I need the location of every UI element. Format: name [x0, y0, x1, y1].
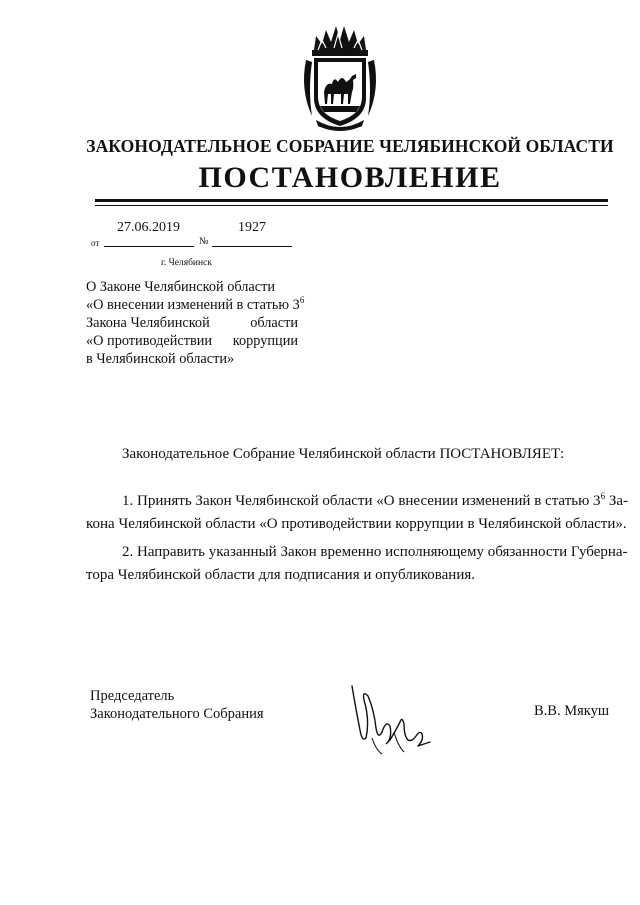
paragraph-2-line: 2. Направить указанный Закон временно исполняющему обязанности Губерна- [122, 544, 628, 560]
decree-statement: Законодательное Собрание Челябинской области ПОСТАНОВЛЯЕТ: [122, 446, 565, 462]
coat-of-arms-icon [298, 20, 382, 132]
subject-text: «О противодействии [86, 333, 213, 349]
signatory-position: Председатель [90, 688, 175, 704]
subject-text: в Челябинской области» [86, 351, 235, 367]
paragraph-text: 1. Принять Закон Челябинской области «О внесении изменений в статью 3 [122, 493, 601, 509]
subject-line [86, 332, 298, 350]
paragraph-2-line: тора Челябинской области для подписания и опубликования. [86, 567, 475, 583]
paragraph-1-line: кона Челябинской области «О противодействии коррупции в Челябинской области». [86, 516, 627, 532]
number-underline [212, 246, 292, 247]
subject-line [86, 314, 298, 332]
subject-text: «О внесении изменений в статью 3 [86, 297, 300, 313]
handwritten-signature [342, 680, 434, 760]
subject-line [86, 295, 305, 314]
subject-text: области [250, 315, 298, 331]
signatory-name: В.В. Мякуш [534, 703, 610, 719]
signatory-position: Законодательного Собрания [90, 706, 264, 722]
header-rule-thick [95, 199, 608, 202]
date-underline [104, 246, 194, 247]
subject-text: Закона Челябинской [86, 315, 210, 331]
document-date: 27.06.2019 [117, 220, 180, 235]
document-subject [86, 278, 305, 368]
organization-title: ЗАКОНОДАТЕЛЬНОЕ СОБРАНИЕ ЧЕЛЯБИНСКОЙ ОБЛАСТИ [86, 136, 614, 156]
subject-line [86, 278, 298, 296]
number-label: № [199, 236, 209, 247]
header-rule-thin [95, 205, 608, 206]
document-type-title: ПОСТАНОВЛЕНИЕ [198, 161, 502, 194]
city-label: г. Челябинск [161, 258, 212, 268]
document-number: 1927 [238, 220, 266, 235]
subject-text: коррупции [232, 333, 298, 349]
date-label: от [91, 238, 100, 248]
article-superscript: 6 [600, 491, 606, 501]
subject-text: О Законе Челябинской области [86, 279, 276, 295]
paragraph-1-line [122, 493, 628, 510]
paragraph-text: За- [605, 493, 628, 509]
article-superscript: 6 [299, 295, 305, 305]
subject-line [86, 350, 298, 368]
